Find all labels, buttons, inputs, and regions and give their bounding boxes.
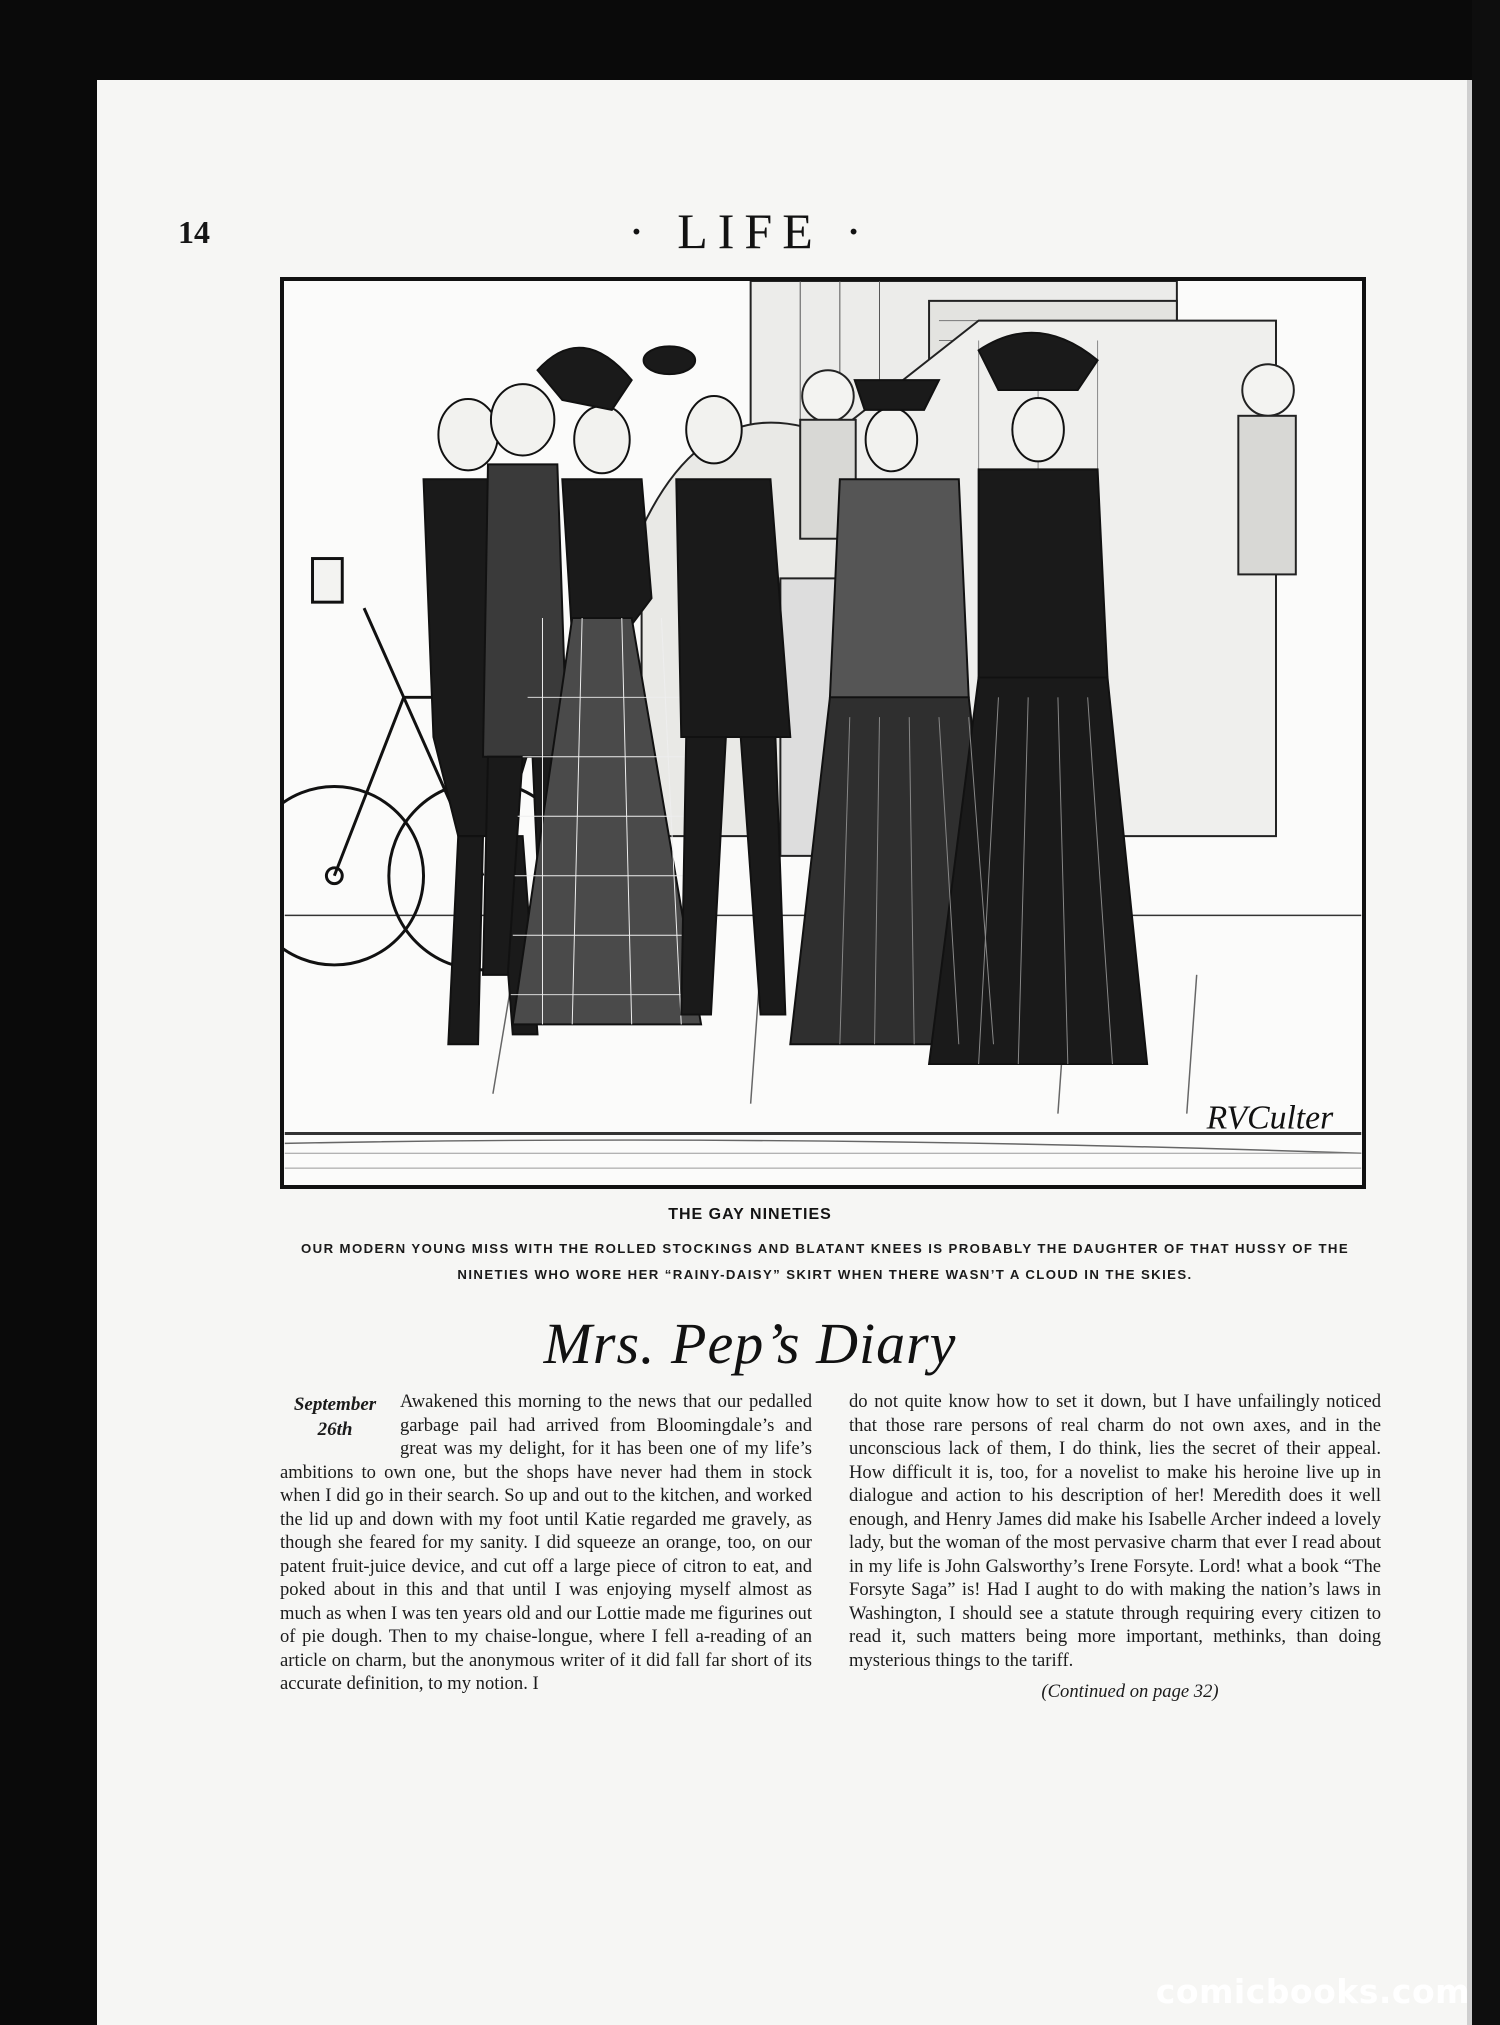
watermark-logo: comicbooks.com <box>1155 1972 1470 2011</box>
cartoon-drawing <box>284 281 1362 1185</box>
continued-note: (Continued on page 32) <box>1041 1681 1219 1702</box>
artist-signature: RVCulter <box>1206 1099 1334 1137</box>
diary-text-right: do not quite know how to set it down, but I have unfailingly noticed that those rare persons of real charm do not own axes, and in the unconscious lack of them, I do think, lies the secret of their appeal. How difficult it is, too, for a novelist to make his heroine live up in dialogue and action to his description of her! Meredith does it well enough, and Henry James did make his Isabelle Archer indeed a lovely lady, but the woman of the most pervasive charm that ever I read about in my life is John Galsworthy’s Irene Forsyte. Lord! what a book “The Forsyte Saga” is! Had I aught to do with making the nation’s laws in Washington, I should see a statute through requiring every citizen to read it, such matters being more important, methinks, than doing mysterious things to the tariff. <box>849 1391 1381 1671</box>
diary-text-left: Awakened this morning to the news that our pedalled garbage pail had arrived from Bloomingdale’s and great was my delight, for it has been one of my life’s ambitions to own one, but the shops have never had them in stock when I did go in their search. So up and out to the kitchen, and worked the lid up and down with my foot until Katie regarded me gravely, as though she feared for my sanity. I did squeeze an orange, too, on our patent fruit-juice device, and cut off a large piece of citron to eat, and poked about in this and that until I was enjoying myself almost as much as when I was ten years old and our Lottie made me figurines out of pie dough. Then to my chaise-longue, where I fell a-reading of an article on charm, but the anonymous writer of it did fall far short of its accurate definition, to my notion. I <box>280 1391 812 1694</box>
diary-column-right <box>849 1390 1381 1704</box>
page-number: 14 <box>178 214 210 250</box>
scan-edge <box>1472 0 1500 2025</box>
date-day: 26th <box>317 1419 353 1440</box>
date-month: September <box>293 1394 377 1415</box>
diary-title: Mrs. Pep’s Diary <box>543 1311 957 1376</box>
cartoon-caption: OUR MODERN YOUNG MISS WITH THE ROLLED STOCKINGS AND BLATANT KNEES IS PROBABLY THE DAUGHTER OF THAT HUSSY OF THE NINETIES WHO WORE HER “RAINY-DAISY” SKIRT WHEN THERE WASN’T A CLOUD IN THE SKIES. <box>300 1241 1350 1282</box>
diary-column-left <box>280 1390 812 1696</box>
dateline <box>280 1392 390 1442</box>
masthead: · LIFE · <box>628 203 872 259</box>
cartoon-title: THE GAY NINETIES <box>668 1206 832 1223</box>
cartoon-illustration <box>280 277 1366 1189</box>
